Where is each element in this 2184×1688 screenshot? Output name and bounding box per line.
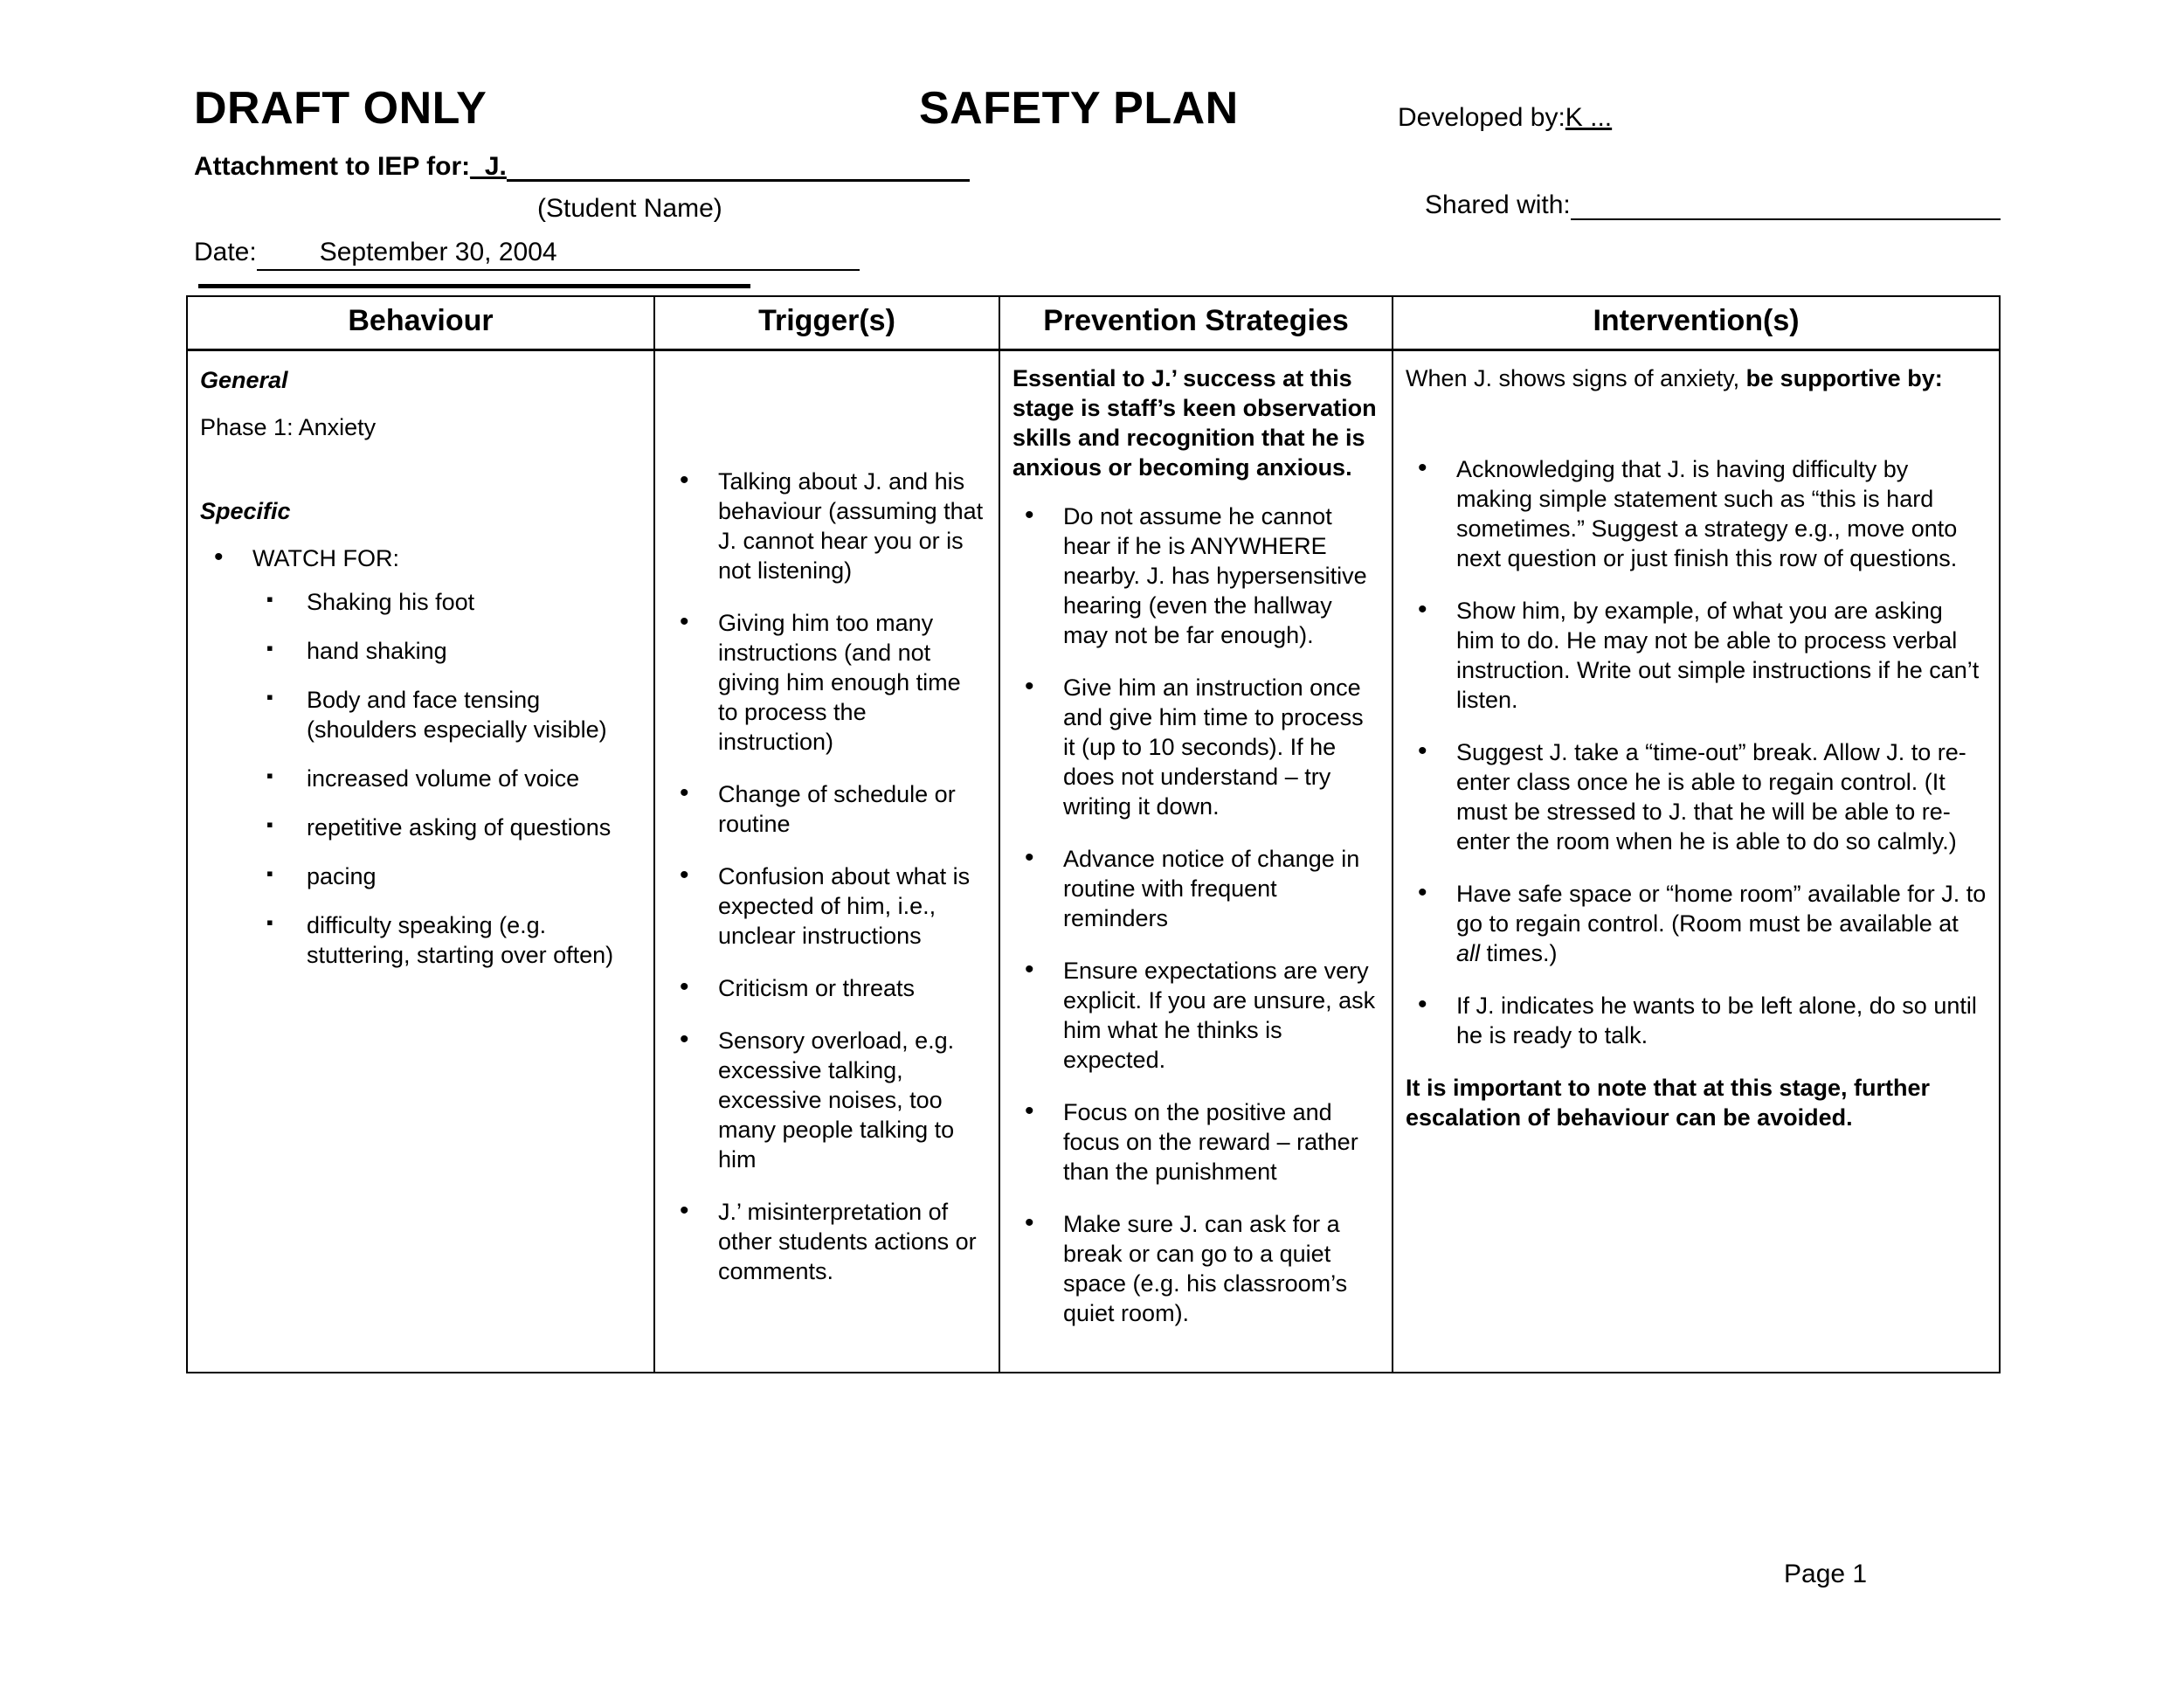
header-divider-rule [198,284,750,288]
shared-with-field [1425,190,2001,220]
cell-triggers [654,350,999,1373]
developed-by-label: Developed by: [1398,103,1565,132]
list-item: • If J. indicates he wants to be left alone, do so until he is ready to talk. [1406,991,1987,1050]
list-item: • Show him, by example, of what you are asking him to do. He may not be able to process verbal instruction. Write out simple instructions if he can’t listen. [1406,596,1987,715]
intervention-list [1406,454,1987,1050]
list-item: • Make sure J. can ask for a break or can go to a quiet space (e.g. his classroom’s quiet room). [1013,1209,1379,1328]
cell-intervention [1393,350,2000,1373]
column-header-prevention: Prevention Strategies [999,296,1393,350]
list-item: • Suggest J. take a “time-out” break. Allow J. to re-enter class once he is able to regain control. (It must be stressed to J. that he will be able to re-enter the room when he is able to do so calmly.) [1406,737,1987,856]
list-item: • Giving him too many instructions (and not giving him enough time to process the instruction) [667,608,986,757]
list-item: • Focus on the positive and focus on the reward – rather than the punishment [1013,1097,1379,1186]
document-header [194,83,1994,266]
list-item: • Talking about J. and his behaviour (assuming that J. cannot hear you or is not listening) [667,467,986,585]
behaviour-spacer [200,460,641,495]
watch-for-label: WATCH FOR: [252,545,399,572]
behaviour-general-label: General [200,367,288,393]
prevention-list [1013,502,1379,1328]
triggers-top-spacer [667,363,986,467]
list-item: • Criticism or threats [667,973,986,1003]
list-item: ▪ increased volume of voice [252,764,641,793]
attachment-value[interactable]: _J. [470,152,507,181]
page-title: SAFETY PLAN [919,83,1239,134]
developed-by-field [1398,105,1615,131]
intervention-closing-note: It is important to note that at this stage, further escalation of behaviour can be avoided. [1406,1075,1931,1131]
shared-with-rule[interactable] [1571,196,2001,220]
safe-space-after: times.) [1480,940,1558,967]
list-item: • Give him an instruction once and give him time to process it (up to 10 seconds). If he does not understand – try writing it down. [1013,673,1379,821]
intervention-intro-plain: When J. shows signs of anxiety, [1406,365,1746,391]
header-subrow [194,152,1994,266]
attachment-to-iep-field [194,152,970,182]
shared-with-label: Shared with: [1425,190,1571,219]
date-value[interactable]: September 30, 2004 [257,238,860,271]
safe-space-italic: all [1456,940,1481,967]
cell-prevention [999,350,1393,1373]
list-item: ▪ Body and face tensing (shoulders especially visible) [252,685,641,744]
page-footer: Page 1 [1784,1560,1868,1588]
date-field [194,238,860,271]
list-item: • Confusion about what is expected of him, i.e., unclear instructions [667,861,986,951]
list-item: ▪ pacing [252,861,641,891]
attachment-label: Attachment to IEP for: [194,152,471,181]
list-item: • Sensory overload, e.g. excessive talking, excessive noises, too many people talking to him [667,1026,986,1174]
behaviour-phase: Phase 1: Anxiety [200,414,377,441]
student-name-caption: (Student Name) [537,194,722,223]
list-item: • Advance notice of change in routine with frequent reminders [1013,844,1379,933]
list-item: • J.’ misinterpretation of other students actions or comments. [667,1197,986,1286]
behaviour-specific-label: Specific [200,498,291,525]
triggers-list [667,467,986,1286]
draft-only-label: DRAFT ONLY [194,83,487,134]
intervention-intro-bold: be supportive by: [1745,365,1943,391]
list-item [200,543,641,970]
prevention-intro: Essential to J.’ success at this stage is staff’s keen observation skills and recognition that he is anxious or becoming anxious. [1013,365,1377,481]
cell-behaviour [187,350,654,1373]
list-item: ▪ repetitive asking of questions [252,813,641,842]
date-label: Date: [194,238,257,266]
safety-plan-table [186,295,2001,1373]
safe-space-before: Have safe space or “home room” available for J. to go to regain control. (Room must be available at [1456,881,1987,937]
header-title-row [194,83,1994,150]
list-item: • Do not assume he cannot hear if he is ANYWHERE nearby. J. has hypersensitive hearing (even the hallway may not be far enough). [1013,502,1379,650]
column-header-triggers: Trigger(s) [654,296,999,350]
list-item: • Change of schedule or routine [667,779,986,839]
intervention-spacer [1406,412,1987,454]
behaviour-list [200,543,641,970]
table-header-row [187,296,2000,350]
column-header-behaviour: Behaviour [187,296,654,350]
list-item: ▪ Shaking his foot [252,587,641,617]
column-header-intervention: Intervention(s) [1393,296,2000,350]
watch-for-list [252,587,641,970]
list-item: • Acknowledging that J. is having difficulty by making simple statement such as “this is hard sometimes.” Suggest a strategy e.g., move onto next question or just finish this row of questions. [1406,454,1987,573]
list-item [1406,879,1987,968]
list-item: • Ensure expectations are very explicit. If you are unsure, ask him what he thinks is expected. [1013,956,1379,1075]
table-row [187,350,2000,1373]
intervention-intro [1406,363,1987,393]
developed-by-value[interactable]: K ... [1565,103,1613,132]
list-item: ▪ difficulty speaking (e.g. stuttering, starting over often) [252,910,641,970]
list-item: ▪ hand shaking [252,636,641,666]
attachment-rule [507,155,970,182]
